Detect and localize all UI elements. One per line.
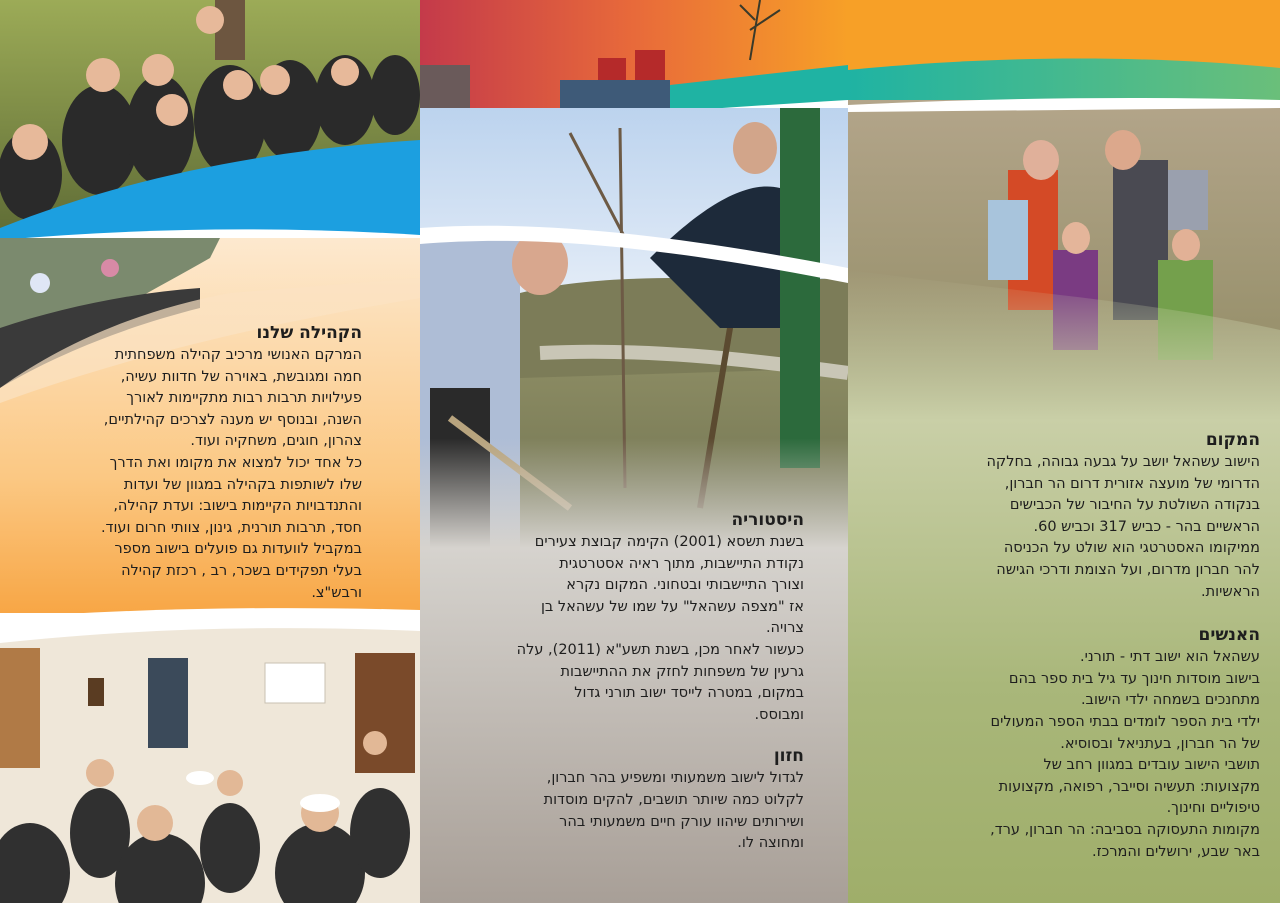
people-heading: האנשים (1198, 625, 1260, 646)
community-line: צהרון, חוגים, משחקיה ועוד. (190, 433, 362, 450)
people-line: בישוב מוסדות חינוך עד גיל בית ספר בהם (1008, 670, 1260, 687)
community-line: במקביל לוועדות גם פועלים בישוב מספר (114, 541, 362, 558)
people-line: מקצועות: תעשיה וסייבר, רפואה, מקצועות (998, 778, 1260, 795)
place-line: הדרומי של מועצה אזורית דרום הר חברון, (1004, 475, 1260, 492)
right-panel (848, 0, 1280, 903)
community-line: שלו לשותפות בקהילה במגוון של ועדות (123, 476, 362, 493)
place-line: הישוב עשהאל יושב על גבעה גבוהה, בחלקה (986, 454, 1260, 470)
people-line: מתחנכים בשמחה ילדי הישוב. (1080, 692, 1260, 709)
photo-community-meeting (0, 613, 420, 903)
people-body (900, 647, 1260, 863)
history-line: גרעין של משפחות לחזק את ההתיישבות (560, 663, 804, 680)
community-body (10, 345, 362, 604)
community-line: חסד, תרבות תורנית, גינון, צוותי חרום ועוד. (100, 519, 362, 536)
place-body (900, 452, 1260, 603)
vision-line: ושירותים שיהוו עורק חיים משמעותי בהר (559, 813, 804, 830)
place-line: להר חברון מדרום, ועל הצומת ודרכי הגישה (996, 561, 1260, 578)
photo-women-group (0, 0, 420, 240)
community-line: ורבש"צ. (311, 584, 362, 601)
people-line: עשהאל הוא ישוב דתי - תורני. (1079, 649, 1260, 666)
community-section (10, 321, 362, 604)
vision-heading: חזון (773, 746, 804, 767)
community-line: פעילויות תרבות רבות מתקיימות לאורך (126, 390, 362, 407)
people-line: מקומות התעסוקה בסביבה: הר חברון, ערד, (990, 821, 1260, 838)
history-line: כעשור לאחר מכן, בשנת תשע"א (2011), עלה (516, 641, 804, 658)
vision-line: לגדול לישוב משמעותי ומשפיע בהר חברון, (546, 770, 804, 787)
middle-panel (420, 0, 848, 903)
history-line: וצורך התיישבותי ובטחוני. המקום נקרא (566, 577, 804, 594)
history-line: ומבוסס. (754, 706, 804, 723)
community-heading: הקהילה שלנו (256, 323, 362, 343)
community-line: כל אחד יכול למצוא את מקומו ואת הדרך (109, 454, 362, 471)
place-heading: המקום (1205, 430, 1260, 450)
place-line: הראשיות. (1201, 583, 1260, 600)
place-section (900, 428, 1260, 863)
community-line: השנה, ובנוסף יש מענה לצרכים קהילתיים, (103, 411, 362, 428)
people-line: תושבי הישוב עובדים במגוון רחב של (1043, 757, 1260, 774)
people-line: ילדי בית הספר לומדים בבתי הספר המעולים (990, 713, 1260, 730)
history-section (464, 508, 804, 855)
vision-line: לקלוט כמה שיותר תושבים, להקים מוסדות (543, 791, 804, 808)
people-line: באר שבע, ירושלים והמרכז. (1092, 843, 1260, 860)
community-line: המרקם האנושי מרכיב קהילה משפחתית (114, 347, 362, 363)
community-line: והתנדבויות הקיימות בישוב: ועדת קהילה, (113, 498, 362, 515)
community-line: חמה ומגובשת, באוירה של חדוות עשיה, (120, 368, 362, 385)
photo-family-hillside (848, 0, 1280, 420)
place-line: הראשיים בהר - כביש 317 וכביש 60. (1033, 518, 1260, 535)
vision-line: ומחוצה לו. (737, 835, 804, 852)
people-line: של הר חברון, בעתניאל ובסוסיא. (1060, 735, 1260, 752)
history-heading: היסטוריה (731, 510, 804, 530)
photo-tree-planting (420, 108, 848, 548)
place-line: ממיקומו האסטרטגי הוא שולט על הכניסה (1003, 540, 1260, 557)
community-line: בעלי תפקידים בשכר, רב , רכזת קהילה (121, 562, 362, 579)
vision-body (464, 768, 804, 854)
history-line: נקודת התיישבות, מתוך ראיה אסטרטגית (559, 555, 804, 572)
history-body (464, 532, 804, 726)
people-line: טיפוליים וחינוך. (1166, 800, 1260, 817)
place-line: בנקודה השולטת על החיבור של הכבישים (1009, 497, 1260, 514)
history-line: במקום, במטרה לייסד ישוב תורני גדול (574, 685, 804, 702)
history-line: בשנת תשסא (2001) הקימה קבוצת צעירים (534, 534, 804, 550)
history-line: צרויה. (765, 620, 804, 637)
left-panel (0, 0, 420, 903)
history-line: אז "מצפה עשהאל" על שמו של עשהאל בן (540, 598, 804, 615)
